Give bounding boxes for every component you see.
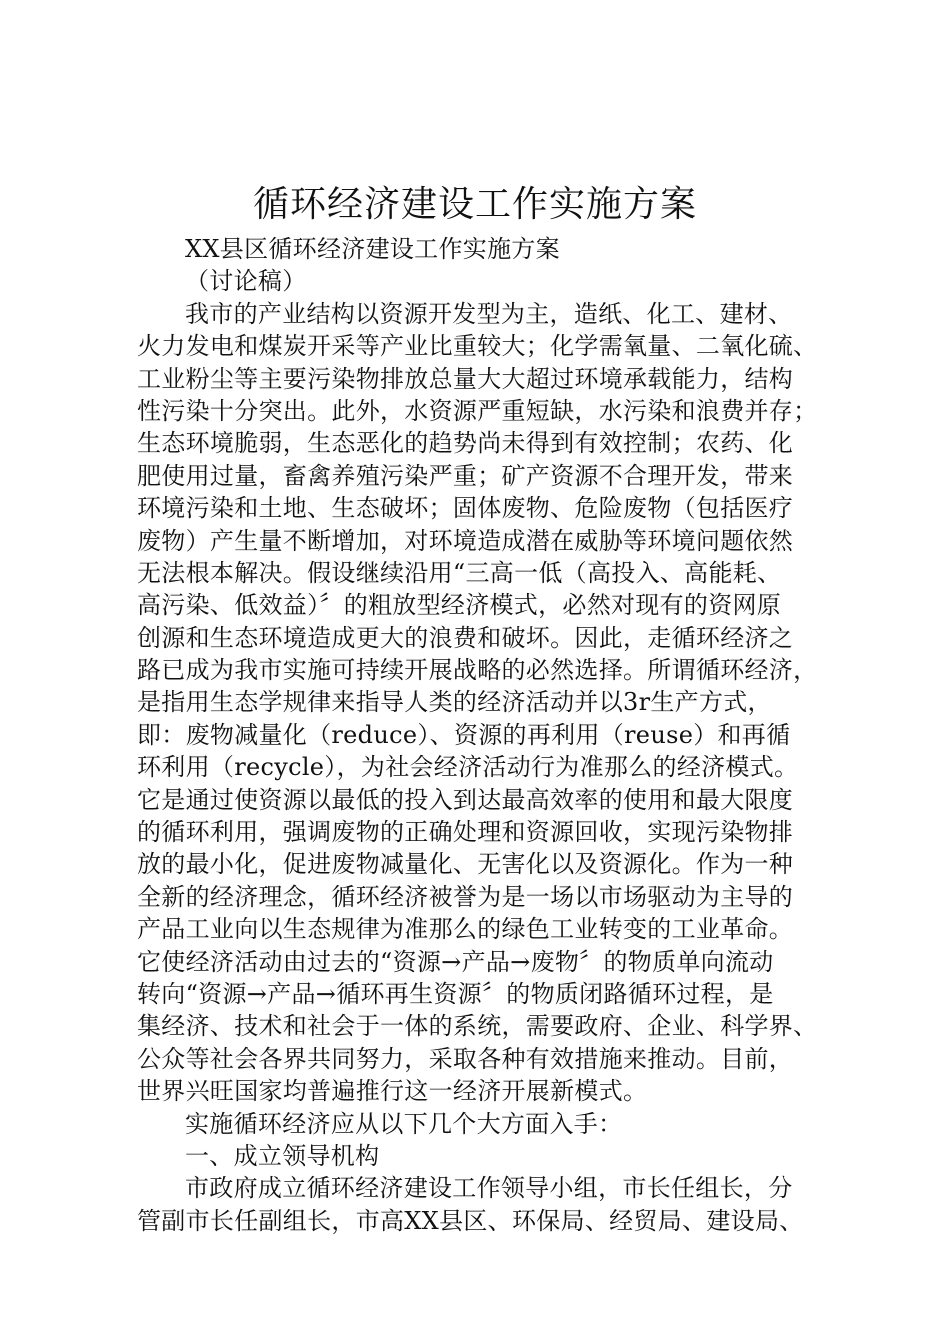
subtitle-line: XX县区循环经济建设工作实施方案 xyxy=(185,235,560,263)
paragraph-line: 无法根本解决。假设继续沿用“三高一低（高投入、高能耗、 xyxy=(137,558,782,587)
section-heading: 一、成立领导机构 xyxy=(185,1141,380,1170)
paragraph-line: 管副市长任副组长，市高XX县区、环保局、经贸局、建设局、 xyxy=(137,1206,804,1235)
paragraph-line: 产品工业向以生态规律为准那么的绿色工业转变的工业革命。 xyxy=(137,915,794,944)
paragraph-line: 集经济、技术和社会于一体的系统，需要政府、企业、科学界、 xyxy=(137,1012,818,1041)
paragraph-line: 火力发电和煤炭开采等产业比重较大；化学需氧量、二氧化硫、 xyxy=(137,332,818,361)
paragraph-line: 它使经济活动由过去的“资源→产品→废物〞的物质单向流动 xyxy=(137,947,774,976)
paragraph-line: 即：废物减量化（reduce）、资源的再利用（reuse）和再循 xyxy=(137,720,791,749)
paragraph-line: 是指用生态学规律来指导人类的经济活动并以3r生产方式， xyxy=(137,688,772,717)
paragraph-line: 环境污染和土地、生态破坏；固体废物、危险废物（包括医疗 xyxy=(137,494,794,523)
paragraph-line: 生态环境脆弱，生态恶化的趋势尚未得到有效控制；农药、化 xyxy=(137,429,794,458)
paragraph-line: 放的最小化，促进废物减量化、无害化以及资源化。作为一种 xyxy=(137,850,794,879)
paragraph-line: 它是通过使资源以最低的投入到达最高效率的使用和最大限度 xyxy=(137,785,794,814)
paragraph-line: 环利用（recycle），为社会经济活动行为准那么的经济模式。 xyxy=(137,753,799,782)
paragraph-line: 转向“资源→产品→循环再生资源〞的物质闭路循环过程，是 xyxy=(137,979,774,1008)
paragraph-line: 路已成为我市实施可持续开展战略的必然选择。所谓循环经济， xyxy=(137,656,818,685)
paragraph-line: 的循环利用，强调废物的正确处理和资源回收，实现污染物排 xyxy=(137,818,794,847)
document-title: 循环经济建设工作实施方案 xyxy=(252,184,697,225)
paragraph-line: 性污染十分突出。此外，水资源严重短缺，水污染和浪费并存； xyxy=(137,396,818,425)
paragraph-line: 肥使用过量，畜禽养殖污染严重；矿产资源不合理开发，带来 xyxy=(137,461,794,490)
paragraph-line: 全新的经济理念，循环经济被誉为是一场以市场驱动为主导的 xyxy=(137,882,794,911)
paragraph-line: 我市的产业结构以资源开发型为主，造纸、化工、建材、 xyxy=(185,299,793,328)
paragraph-line: 工业粉尘等主要污染物排放总量大大超过环境承载能力，结构 xyxy=(137,364,794,393)
paragraph-line: 世界兴旺国家均普遍推行这一经济开展新模式。 xyxy=(137,1077,648,1106)
document-body xyxy=(137,233,837,1237)
draft-note-line: （讨论稿） xyxy=(185,267,307,296)
paragraph-line: 公众等社会各界共同努力，采取各种有效措施来推动。目前， xyxy=(137,1044,794,1073)
paragraph-line: 市政府成立循环经济建设工作领导小组，市长任组长，分 xyxy=(185,1174,793,1203)
paragraph-line: 创源和生态环境造成更大的浪费和破坏。因此，走循环经济之 xyxy=(137,623,794,652)
paragraph-line: 实施循环经济应从以下几个大方面入手： xyxy=(185,1109,623,1138)
paragraph-line: 废物）产生量不断增加，对环境造成潜在威胁等环境问题依然 xyxy=(137,526,794,555)
paragraph-line: 高污染、低效益）〞的粗放型经济模式，必然对现有的资网原 xyxy=(137,591,782,620)
